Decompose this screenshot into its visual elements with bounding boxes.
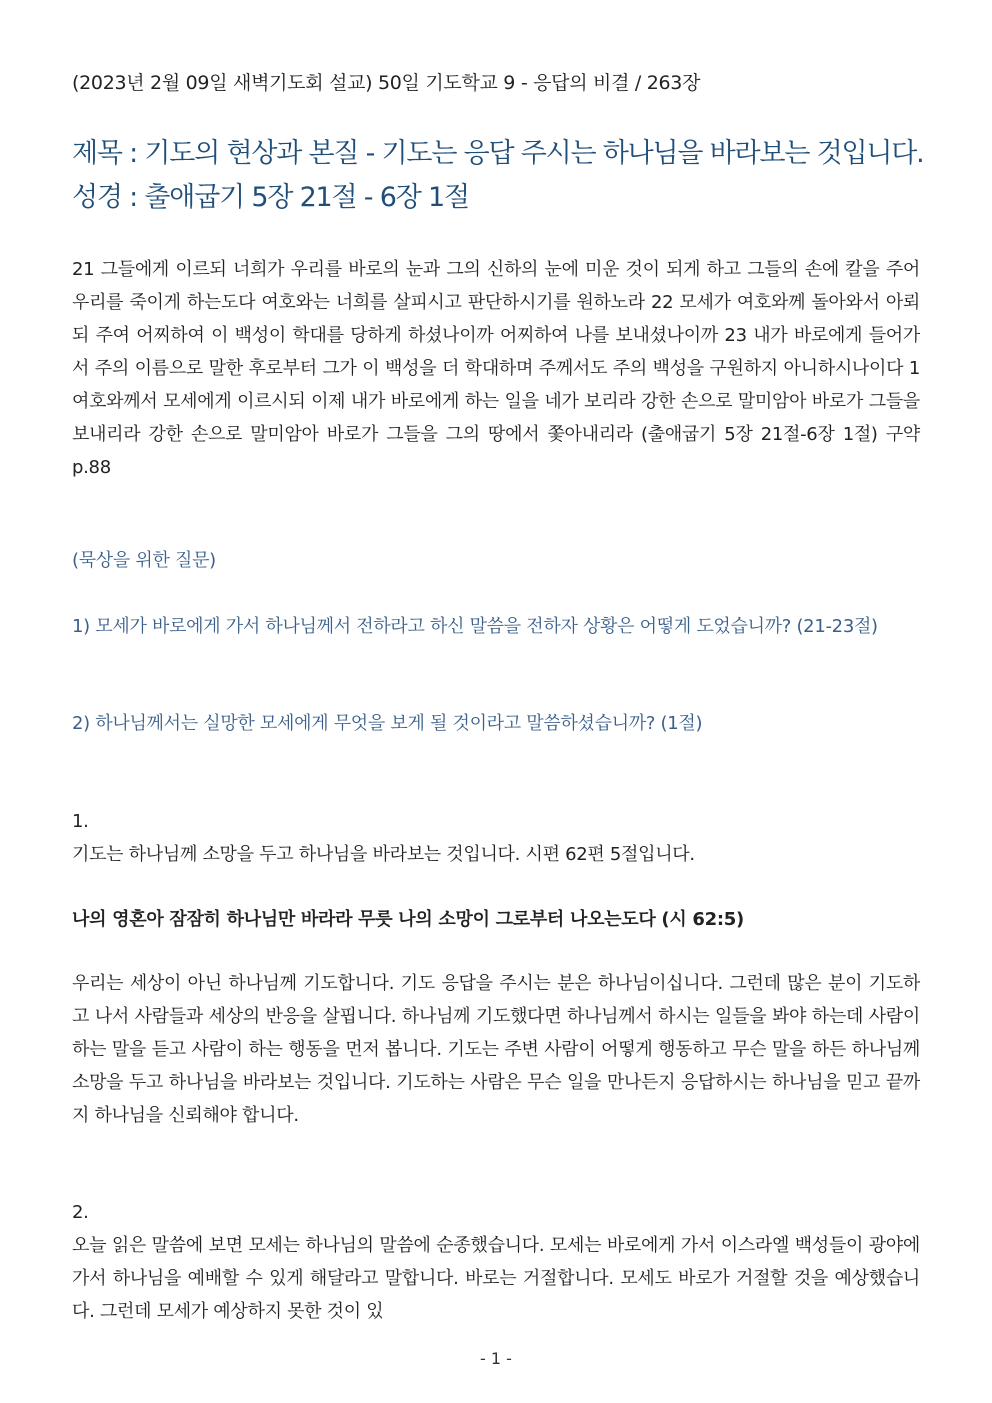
section-2-body: 오늘 읽은 말씀에 보면 모세는 하나님의 말씀에 순종했습니다. 모세는 바로에게 가서 이스라엘 백성들이 광야에 가서 하나님을 예배할 수 있게 해달라고 말합니다. 바로는 거절합니다. 모세도 바로가 거절할 것을 예상했습니다. 그런데 모세가 예상하지 못한 것이 있 <box>72 1235 920 1322</box>
title-block <box>72 132 924 220</box>
sermon-title: 제목 : 기도의 현상과 본질 - 기도는 응답 주시는 하나님을 바라보는 것입니다. <box>72 138 924 169</box>
section-1-number: 1. <box>72 811 89 832</box>
meditation-question-2: 2) 하나님께서는 실망한 모세에게 무엇을 보게 될 것이라고 말씀하셨습니까? (1절) <box>72 713 703 734</box>
sermon-header: (2023년 2월 09일 새벽기도회 설교) 50일 기도학교 9 - 응답의 비결 / 263장 <box>72 72 701 94</box>
section-1-body: 우리는 세상이 아닌 하나님께 기도합니다. 기도 응답을 주시는 분은 하나님이십니다. 그런데 많은 분이 기도하고 나서 사람들과 세상의 반응을 살핍니다. 하나님께 기도했다면 하나님께서 하시는 일들을 봐야 하는데 사람이 하는 말을 듣고 사람이 하는 행동을 먼저 봅니다. 기도는 주변 사람이 어떻게 행동하고 무슨 말을 하든 하나님께 소망을 두고 하나님을 바라보는 것입니다. 기도하는 사람은 무슨 일을 만나든지 응답하시는 하나님을 믿고 끝까지 하나님을 신뢰해야 합니다. <box>72 973 920 1126</box>
meditation-heading: (묵상을 위한 질문) <box>72 550 216 571</box>
meditation-question-1: 1) 모세가 바로에게 가서 하나님께서 전하라고 하신 말씀을 전하자 상황은 어떻게 도었습니까? (21-23절) <box>72 616 878 637</box>
page-number: - 1 - <box>480 1349 512 1368</box>
section-2-number: 2. <box>72 1202 89 1223</box>
scripture-text: 21 그들에게 이르되 너희가 우리를 바로의 눈과 그의 신하의 눈에 미운 것이 되게 하고 그들의 손에 칼을 주어 우리를 죽이게 하는도다 여호와는 너희를 살피시고 판단하시기를 원하노라 22 모세가 여호와께 돌아와서 아뢰되 주여 어찌하여 이 백성이 학대를 당하게 하셨나이까 어찌하여 나를 보내셨나이까 23 내가 바로에게 들어가서 주의 이름으로 말한 후로부터 그가 이 백성을 더 학대하며 주께서도 주의 백성을 구원하지 아니하시나이다 1 여호와께서 모세에게 이르시되 이제 내가 바로에게 하는 일을 네가 보리라 강한 손으로 말미암아 바로가 그들을 보내리라 강한 손으로 말미암아 바로가 그들을 그의 땅에서 쫓아내리라 (출애굽기 5장 21절-6장 1절) 구약 p.88 <box>72 259 920 478</box>
scripture-reference: 성경 : 출애굽기 5장 21절 - 6장 1절 <box>72 182 469 213</box>
section-1-quote: 나의 영혼아 잠잠히 하나님만 바라라 무릇 나의 소망이 그로부터 나오는도다 (시 62:5) <box>72 909 744 930</box>
section-1-intro: 기도는 하나님께 소망을 두고 하나님을 바라보는 것입니다. 시편 62편 5절입니다. <box>72 844 695 865</box>
